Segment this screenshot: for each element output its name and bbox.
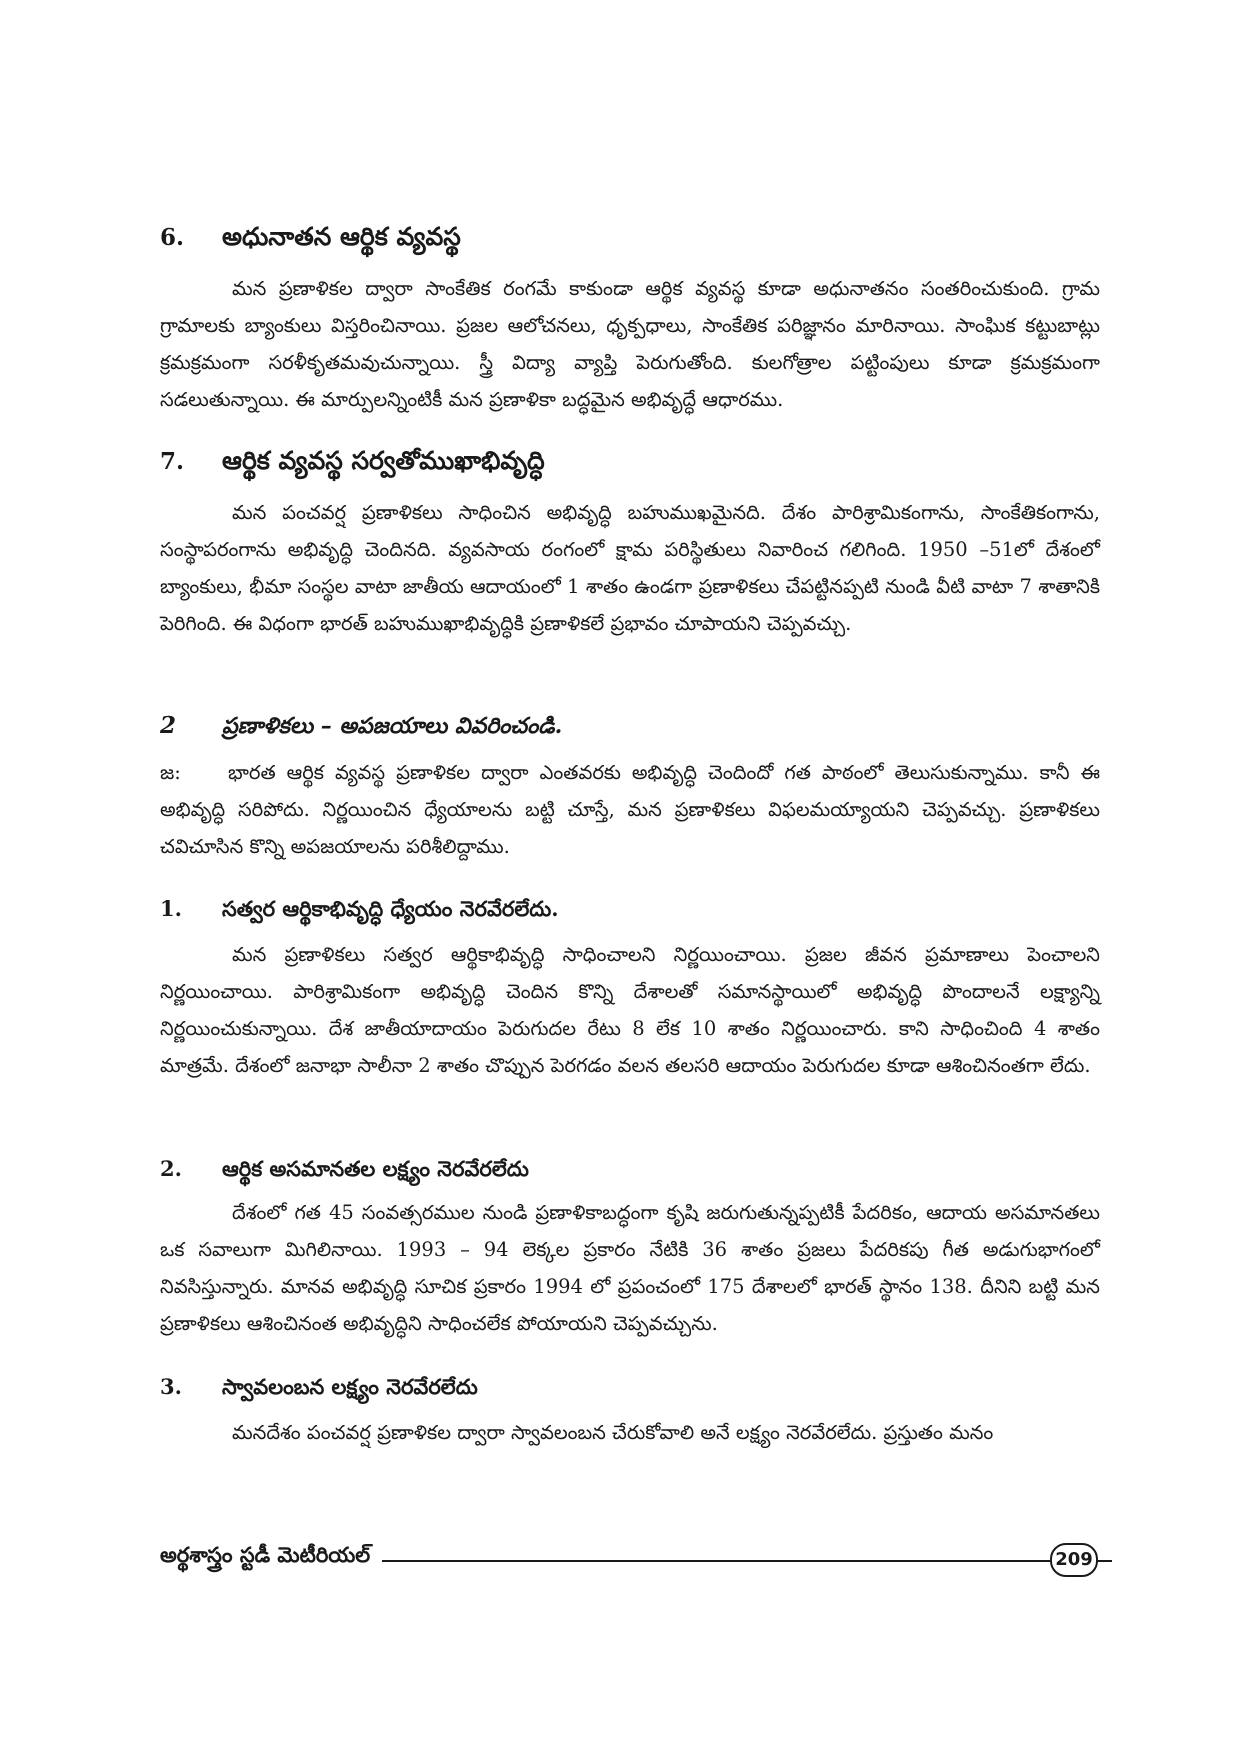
- subsection-title: స్వావలంబన లక్ష్యం నెరవేరలేదు: [222, 1374, 478, 1399]
- page-footer: [160, 1538, 1100, 1578]
- subsection-title: సత్వర ఆర్థికాభివృద్ధి ధ్యేయం నెరవేరలేదు.: [222, 896, 559, 921]
- subsection-title: ఆర్థిక అసమానతల లక్ష్యం నెరవేరలేదు: [222, 1156, 529, 1181]
- subsection-number: 3.: [160, 1374, 182, 1399]
- section-title: అధునాతన ఆర్థిక వ్యవస్థ: [222, 222, 461, 251]
- section-paragraph: మన ప్రణాళికల ద్వారా సాంకేతిక రంగమే కాకుండా ఆర్థిక వ్యవస్థ కూడా అధునాతనం సంతరించుకుంది. గ్రామ గ్రామాలకు బ్యాంకులు విస్తరించినాయి. ప్రజల ఆలోచనలు, ధృక్పధాలు, సాంకేతిక పరిజ్ఞానం మారినాయి. సాంఘిక కట్టుబాట్లు క్రమక్రమంగా సరళీకృతమవుచున్నాయి. స్త్రీ విద్యా వ్యాప్తి పెరుగుతోంది. కులగోత్రాల పట్టింపులు కూడా క్రమక్రమంగా సడలుతున్నాయి. ఈ మార్పులన్నింటికీ మన ప్రణాళికా బద్ధమైన అభివృద్ధే ఆధారము.: [160, 277, 1100, 411]
- footer-title: అర్థశాస్త్రం స్టడీ మెటీరియల్: [160, 1542, 371, 1567]
- question-heading: [160, 712, 562, 744]
- subsection-heading: [160, 1156, 529, 1187]
- section-heading: [160, 446, 545, 482]
- question-number: 2: [160, 712, 177, 739]
- document-page: [160, 0, 1100, 1755]
- subsection-heading: [160, 896, 559, 927]
- subsection-heading: [160, 1374, 478, 1405]
- page-number: 209: [1050, 1543, 1098, 1577]
- question-title: ప్రణాళికలు – అపజయాలు వివరించండి.: [222, 713, 563, 739]
- subsection-number: 2.: [160, 1156, 182, 1181]
- section-paragraph: మన పంచవర్ష ప్రణాళికలు సాధించిన అభివృద్ధి బహుముఖమైనది. దేశం పారిశ్రామికంగాను, సాంకేతికంగాను, సంస్థాపరంగాను అభివృద్ధి చెందినది. వ్యవసాయ రంగంలో క్షామ పరిస్థితులు నివారించ గలిగింది. 1950 –51లో దేశంలో బ్యాంకులు, భీమా సంస్థల వాటా జాతీయ ఆదాయంలో 1 శాతం ఉండగా ప్రణాళికలు చేపట్టినప్పటి నుండి వీటి వాటా 7 శాతానికి పెరిగింది. ఈ విధంగా భారత్ బహుముఖాభివృద్ధికి ప్రణాళికలే ప్రభావం చూపాయని చెప్పవచ్చు.: [160, 501, 1100, 635]
- answer-label: జ:: [160, 761, 181, 784]
- subsection-number: 1.: [160, 896, 182, 921]
- section-number: 7.: [160, 448, 185, 475]
- section-number: 6.: [160, 224, 185, 251]
- section-heading: [160, 222, 461, 258]
- answer-paragraph: [160, 754, 1100, 865]
- footer-rule: [382, 1560, 1054, 1562]
- answer-text: భారత ఆర్థిక వ్యవస్థ ప్రణాళికల ద్వారా ఎంతవరకు అభివృద్ధి చెందిందో గత పాఠంలో తెలుసుకున్నాము. కానీ ఈ అభివృద్ధి సరిపోదు. నిర్ణయించిన ధ్యేయాలను బట్టి చూస్తే, మన ప్రణాళికలు విఫలమయ్యాయని చెప్పవచ్చు. ప్రణాళికలు చవిచూసిన కొన్ని అపజయాలను పరిశీలిద్దాము.: [160, 761, 1100, 858]
- subsection-paragraph: మన ప్రణాళికలు సత్వర ఆర్థికాభివృద్ధి సాధించాలని నిర్ణయించాయి. ప్రజల జీవన ప్రమాణాలు పెంచాలని నిర్ణయించాయి. పారిశ్రామికంగా అభివృద్ధి చెందిన కొన్ని దేశాలతో సమానస్థాయిలో అభివృద్ధి పొందాలనే లక్ష్యాన్ని నిర్ణయించుకున్నాయి. దేశ జాతీయాదాయం పెరుగుదల రేటు 8 లేక 10 శాతం నిర్ణయించారు. కాని సాధించింది 4 శాతం మాత్రమే. దేశంలో జనాభా సాలీనా 2 శాతం చొప్పున పెరగడం వలన తలసరి ఆదాయం పెరుగుదల కూడా ఆశించినంతగా లేదు.: [160, 943, 1100, 1077]
- subsection-paragraph: దేశంలో గత 45 సంవత్సరముల నుండి ప్రణాళికాబద్ధంగా కృషి జరుగుతున్నప్పటికీ పేదరికం, ఆదాయ అసమానతలు ఒక సవాలుగా మిగిలినాయి. 1993 – 94 లెక్కల ప్రకారం నేటికి 36 శాతం ప్రజలు పేదరికపు గీత అడుగుభాగంలో నివసిస్తున్నారు. మానవ అభివృద్ధి సూచిక ప్రకారం 1994 లో ప్రపంచంలో 175 దేశాలలో భారత్ స్థానం 138. దీనిని బట్టి మన ప్రణాళికలు ఆశించినంత అభివృద్ధిని సాధించలేక పోయాయని చెప్పవచ్చును.: [160, 1201, 1100, 1335]
- footer-rule-end: [1098, 1560, 1112, 1562]
- subsection-paragraph: మనదేశం పంచవర్ష ప్రణాళికల ద్వారా స్వావలంబన చేరుకోవాలి అనే లక్ష్యం నెరవేరలేదు. ప్రస్తుతం మనం: [232, 1421, 994, 1444]
- section-title: ఆర్థిక వ్యవస్థ సర్వతోముఖాభివృద్ధి: [222, 446, 545, 475]
